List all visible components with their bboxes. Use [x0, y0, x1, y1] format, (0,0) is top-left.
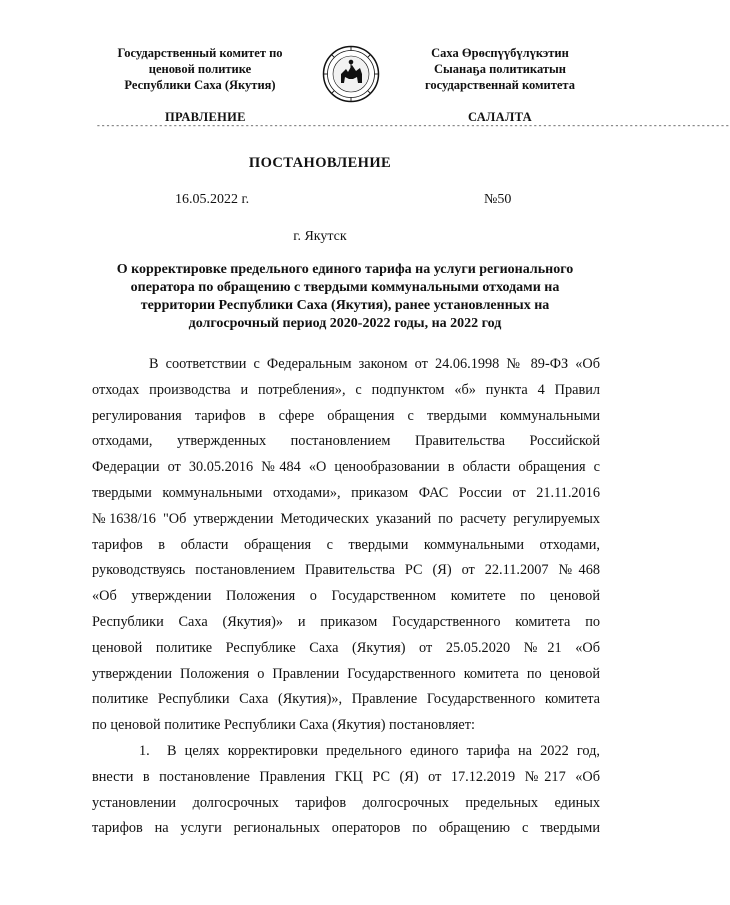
body-line: «Об утверждении Положения о Государственном комитете по ценовой	[92, 588, 600, 605]
committee-name-line: ценовой политике	[148, 62, 252, 76]
body-line: политике Республики Саха (Якутия)», Правление Государственного комитета	[92, 691, 600, 708]
committee-name-line: государственнай комитета	[425, 78, 575, 92]
heading-line: О корректировке предельного единого тарифа на услуги регионального	[116, 262, 574, 277]
document-date: 16.05.2022 г.	[175, 192, 250, 207]
body-line: тарифов на услуги региональных операторов по обращению с твердыми	[92, 820, 600, 837]
document-heading	[90, 261, 600, 333]
list-item-number: 1.	[139, 742, 150, 759]
body-line: установлении долгосрочных тарифов долгосрочных предельных единых	[92, 794, 600, 811]
document-number: №50	[484, 192, 512, 207]
committee-name-line: Государственный комитет по	[117, 46, 283, 60]
heading-line: оператора по обращению с твердыми коммунальными отходами на	[130, 280, 560, 295]
committee-name-russian	[95, 45, 305, 93]
body-line: отходами, утвержденных постановлением Правительства Российской	[92, 433, 600, 450]
header-divider: ------------------------------------------------------------------------------------------------------------------------------------	[96, 122, 730, 131]
body-line: утверждении Положения о Правлении Государственного комитета по ценовой	[92, 665, 600, 682]
document-title: ПОСТАНОВЛЕНИЕ	[248, 155, 392, 171]
republic-coat-of-arms-icon	[322, 45, 380, 103]
heading-line: территории Республики Саха (Якутия), ранее установленных на	[140, 298, 550, 313]
list-item-1-line	[92, 739, 600, 765]
committee-name-line: Республики Саха (Якутия)	[124, 78, 276, 92]
body-line: Федерации от 30.05.2016 №484 «О ценообразовании в области обращения с	[92, 459, 600, 476]
body-line: В соответствии с Федеральным законом от 24.06.1998 № 89-ФЗ «Об	[149, 356, 600, 372]
body-line: №1638/16 "Об утверждении Методических указаний по расчету регулируемых	[92, 510, 600, 527]
committee-name-yakut	[400, 45, 600, 93]
body-line: по ценовой политике Республики Саха (Якутия) постановляет:	[92, 717, 475, 734]
body-line: тарифов в области обращения с твердыми коммунальными отходами,	[92, 536, 600, 553]
body-line: отходах производства и потребления», с подпунктом «б» пункта 4 Правил	[92, 381, 600, 398]
body-line: регулирования тарифов в сфере обращения с твердыми коммунальными	[92, 407, 600, 424]
board-label-yakut: САЛАЛТА	[468, 110, 532, 124]
committee-name-line: Сыанаҕа политикатын	[434, 62, 566, 76]
body-line: твердыми коммунальными отходами», приказом ФАС России от 21.11.2016	[92, 484, 600, 501]
list-item-text: В целях корректировки предельного единого тарифа на 2022 год,	[167, 742, 600, 759]
heading-line: долгосрочный период 2020-2022 годы, на 2022 год	[188, 316, 502, 331]
body-line: Республики Саха (Якутия)» и приказом Государственного комитета по	[92, 613, 600, 630]
committee-name-line: Саха Өрөспүүбүлүкэтин	[431, 46, 569, 60]
document-body	[92, 352, 600, 842]
body-line: руководствуясь постановлением Правительства РС (Я) от 22.11.2007 №468	[92, 562, 600, 579]
board-label-russian: ПРАВЛЕНИЕ	[165, 110, 246, 124]
body-line: внести в постановление Правления ГКЦ РС (Я) от 17.12.2019 №217 «Об	[92, 768, 600, 785]
document-city: г. Якутск	[293, 229, 347, 244]
body-line: ценовой политике Республике Саха (Якутия) от 25.05.2020 №21 «Об	[92, 639, 600, 656]
